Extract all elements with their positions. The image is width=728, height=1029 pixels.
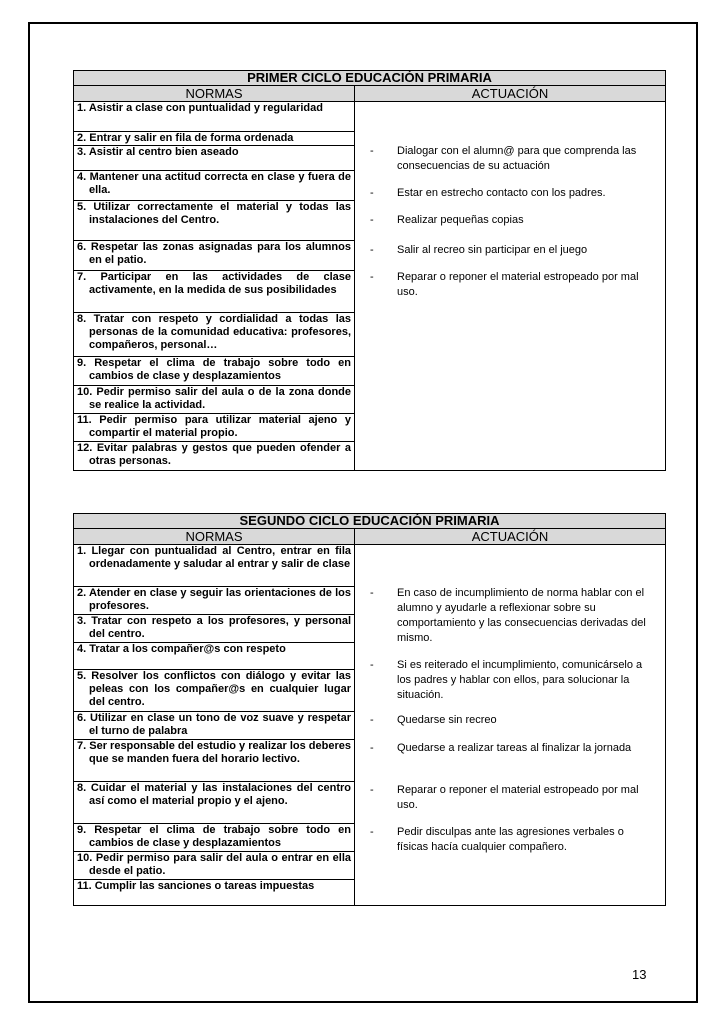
norma-row: 11. Cumplir las sanciones o tareas impuestas bbox=[74, 880, 355, 906]
norma-row: 10. Pedir permiso para salir del aula o entrar en ella desde el patio. bbox=[74, 852, 355, 880]
column-header-actuacion: ACTUACIÓN bbox=[355, 86, 666, 102]
actuacion-item: - Pedir disculpas ante las agresiones verbales o físicas hacía cualquier compañero. bbox=[370, 826, 624, 853]
table-title: PRIMER CICLO EDUCACIÓN PRIMARIA bbox=[74, 71, 666, 86]
norma-row: 8. Cuidar el material y las instalaciones del centro así como el material propio y el ajeno. bbox=[74, 782, 355, 824]
norma-row: 9. Respetar el clima de trabajo sobre todo en cambios de clase y desplazamientos bbox=[74, 824, 355, 852]
actuacion-cell bbox=[355, 102, 666, 471]
actuacion-item: - Estar en estrecho contacto con los padres. bbox=[370, 187, 606, 199]
norma-row: 1. Llegar con puntualidad al Centro, entrar en fila ordenadamente y saludar al entrar y salir de clase bbox=[74, 545, 355, 587]
norma-row: 3. Asistir al centro bien aseado bbox=[74, 146, 355, 171]
norma-row: 2. Atender en clase y seguir las orientaciones de los profesores. bbox=[74, 587, 355, 615]
actuacion-item: - En caso de incumplimiento de norma hablar con el alumno y ayudarle a reflexionar sobre su comportamiento y las consecuencias derivadas del mismo. bbox=[370, 587, 646, 644]
actuacion-item: - Quedarse a realizar tareas al finalizar la jornada bbox=[370, 742, 632, 754]
actuacion-item: - Dialogar con el alumn@ para que comprenda las consecuencias de su actuación bbox=[370, 145, 637, 172]
table-title: SEGUNDO CICLO EDUCACIÓN PRIMARIA bbox=[74, 514, 666, 529]
actuacion-item: - Realizar pequeñas copias bbox=[370, 214, 524, 226]
actuacion-cell bbox=[355, 545, 666, 906]
norma-row: 11. Pedir permiso para utilizar material ajeno y compartir el material propio. bbox=[74, 414, 355, 442]
norma-row: 8. Tratar con respeto y cordialidad a todas las personas de la comunidad educativa: profesores, compañeros, personal… bbox=[74, 313, 355, 357]
actuacion-item: - Si es reiterado el incumplimiento, comunicárselo a los padres y hablar con ellos, para solucionar la situación. bbox=[370, 659, 643, 701]
actuacion-item: - Salir al recreo sin participar en el juego bbox=[370, 244, 588, 256]
norma-row: 7. Ser responsable del estudio y realizar los deberes que se manden fuera del horario lectivo. bbox=[74, 740, 355, 782]
column-header-normas: NORMAS bbox=[74, 529, 355, 545]
norma-row: 6. Utilizar en clase un tono de voz suave y respetar el turno de palabra bbox=[74, 712, 355, 740]
actuacion-item: - Quedarse sin recreo bbox=[370, 714, 497, 726]
norma-row: 5. Utilizar correctamente el material y todas las instalaciones del Centro. bbox=[74, 201, 355, 241]
page-number: 13 bbox=[632, 967, 647, 982]
norma-row: 10. Pedir permiso salir del aula o de la zona donde se realice la actividad. bbox=[74, 386, 355, 414]
column-header-actuacion: ACTUACIÓN bbox=[355, 529, 666, 545]
norma-row: 2. Entrar y salir en fila de forma ordenada bbox=[74, 132, 355, 146]
norma-row: 6. Respetar las zonas asignadas para los alumnos en el patio. bbox=[74, 241, 355, 271]
table-primer-ciclo bbox=[73, 70, 666, 471]
actuacion-item: - Reparar o reponer el material estropeado por mal uso. bbox=[370, 784, 639, 811]
norma-row: 3. Tratar con respeto a los profesores, y personal del centro. bbox=[74, 615, 355, 643]
norma-row: 12. Evitar palabras y gestos que pueden ofender a otras personas. bbox=[74, 442, 355, 471]
norma-row: 4. Tratar a los compañer@s con respeto bbox=[74, 643, 355, 670]
norma-row: 7. Participar en las actividades de clase activamente, en la medida de sus posibilidades bbox=[74, 271, 355, 313]
actuacion-item: - Reparar o reponer el material estropeado por mal uso. bbox=[370, 271, 639, 298]
column-header-normas: NORMAS bbox=[74, 86, 355, 102]
norma-row: 1. Asistir a clase con puntualidad y regularidad bbox=[74, 102, 355, 132]
norma-row: 4. Mantener una actitud correcta en clase y fuera de ella. bbox=[74, 171, 355, 201]
norma-row: 5. Resolver los conflictos con diálogo y evitar las peleas con los compañer@s en cualquier lugar del centro. bbox=[74, 670, 355, 712]
norma-row: 9. Respetar el clima de trabajo sobre todo en cambios de clase y desplazamientos bbox=[74, 357, 355, 386]
table-segundo-ciclo bbox=[73, 513, 666, 906]
